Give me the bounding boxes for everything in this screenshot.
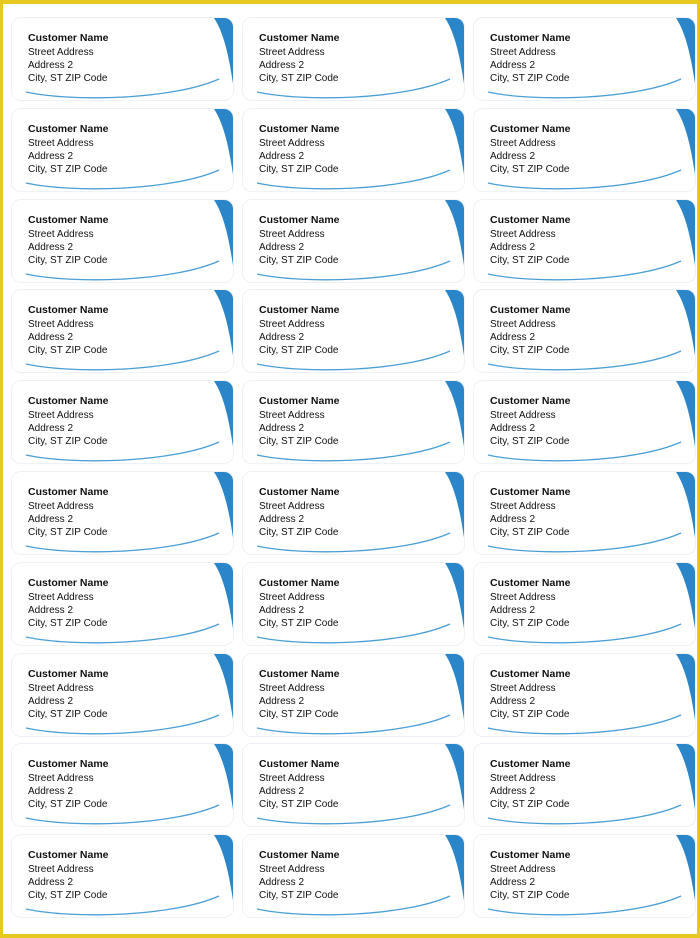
street-address: Street Address xyxy=(490,592,556,603)
city-state-zip: City, ST ZIP Code xyxy=(490,73,570,84)
label-address-block xyxy=(28,395,109,448)
corner-swoosh-icon xyxy=(214,290,234,370)
city-state-zip: City, ST ZIP Code xyxy=(259,436,339,447)
customer-name: Customer Name xyxy=(28,214,109,226)
address-line-2: Address 2 xyxy=(28,514,74,525)
label-address-block xyxy=(490,304,571,357)
street-address: Street Address xyxy=(490,47,556,58)
label-address-block xyxy=(490,668,571,721)
customer-name: Customer Name xyxy=(490,577,571,589)
corner-swoosh-icon xyxy=(676,200,696,280)
corner-swoosh-icon xyxy=(445,654,465,734)
city-state-zip: City, ST ZIP Code xyxy=(28,527,108,538)
address-line-2: Address 2 xyxy=(490,332,536,343)
street-address: Street Address xyxy=(490,501,556,512)
label-address-block xyxy=(490,32,571,85)
address-line-2: Address 2 xyxy=(28,877,74,888)
city-state-zip: City, ST ZIP Code xyxy=(259,164,339,175)
customer-name: Customer Name xyxy=(490,32,571,44)
customer-name: Customer Name xyxy=(259,668,340,680)
label-address-block xyxy=(259,123,340,176)
label-address-block xyxy=(28,32,109,85)
label-address-block xyxy=(28,758,109,811)
address-label xyxy=(11,17,234,101)
corner-swoosh-icon xyxy=(445,381,465,461)
city-state-zip: City, ST ZIP Code xyxy=(490,255,570,266)
customer-name: Customer Name xyxy=(28,486,109,498)
city-state-zip: City, ST ZIP Code xyxy=(28,436,108,447)
address-line-2: Address 2 xyxy=(490,877,536,888)
customer-name: Customer Name xyxy=(490,758,571,770)
street-address: Street Address xyxy=(259,501,325,512)
customer-name: Customer Name xyxy=(28,32,109,44)
customer-name: Customer Name xyxy=(28,849,109,861)
address-label xyxy=(473,743,696,827)
city-state-zip: City, ST ZIP Code xyxy=(259,255,339,266)
customer-name: Customer Name xyxy=(259,123,340,135)
customer-name: Customer Name xyxy=(28,668,109,680)
street-address: Street Address xyxy=(28,592,94,603)
label-address-block xyxy=(28,214,109,267)
customer-name: Customer Name xyxy=(490,395,571,407)
corner-swoosh-icon xyxy=(214,563,234,643)
city-state-zip: City, ST ZIP Code xyxy=(259,799,339,810)
city-state-zip: City, ST ZIP Code xyxy=(28,164,108,175)
customer-name: Customer Name xyxy=(259,577,340,589)
corner-swoosh-icon xyxy=(214,472,234,552)
street-address: Street Address xyxy=(259,229,325,240)
address-line-2: Address 2 xyxy=(259,423,305,434)
customer-name: Customer Name xyxy=(490,214,571,226)
address-label xyxy=(242,380,465,464)
label-address-block xyxy=(259,849,340,902)
address-label xyxy=(473,653,696,737)
city-state-zip: City, ST ZIP Code xyxy=(259,345,339,356)
corner-swoosh-icon xyxy=(445,563,465,643)
address-line-2: Address 2 xyxy=(490,514,536,525)
street-address: Street Address xyxy=(259,47,325,58)
address-label xyxy=(11,743,234,827)
address-line-2: Address 2 xyxy=(490,151,536,162)
customer-name: Customer Name xyxy=(28,123,109,135)
corner-swoosh-icon xyxy=(676,109,696,189)
label-address-block xyxy=(259,577,340,630)
street-address: Street Address xyxy=(259,864,325,875)
address-line-2: Address 2 xyxy=(259,696,305,707)
label-address-block xyxy=(259,304,340,357)
customer-name: Customer Name xyxy=(490,123,571,135)
city-state-zip: City, ST ZIP Code xyxy=(28,890,108,901)
street-address: Street Address xyxy=(259,138,325,149)
address-label xyxy=(11,834,234,918)
street-address: Street Address xyxy=(490,229,556,240)
street-address: Street Address xyxy=(490,773,556,784)
corner-swoosh-icon xyxy=(445,18,465,98)
address-label xyxy=(473,199,696,283)
street-address: Street Address xyxy=(28,773,94,784)
street-address: Street Address xyxy=(28,410,94,421)
corner-swoosh-icon xyxy=(676,835,696,915)
street-address: Street Address xyxy=(28,864,94,875)
label-address-block xyxy=(259,486,340,539)
corner-swoosh-icon xyxy=(445,744,465,824)
street-address: Street Address xyxy=(28,138,94,149)
label-address-block xyxy=(490,395,571,448)
customer-name: Customer Name xyxy=(259,486,340,498)
address-label xyxy=(242,743,465,827)
address-line-2: Address 2 xyxy=(490,423,536,434)
label-address-block xyxy=(259,395,340,448)
city-state-zip: City, ST ZIP Code xyxy=(490,527,570,538)
address-label xyxy=(473,834,696,918)
city-state-zip: City, ST ZIP Code xyxy=(259,890,339,901)
street-address: Street Address xyxy=(28,683,94,694)
city-state-zip: City, ST ZIP Code xyxy=(28,345,108,356)
address-line-2: Address 2 xyxy=(28,696,74,707)
city-state-zip: City, ST ZIP Code xyxy=(490,799,570,810)
address-line-2: Address 2 xyxy=(490,786,536,797)
address-label xyxy=(473,108,696,192)
street-address: Street Address xyxy=(28,319,94,330)
address-label xyxy=(242,199,465,283)
address-line-2: Address 2 xyxy=(490,605,536,616)
customer-name: Customer Name xyxy=(259,214,340,226)
corner-swoosh-icon xyxy=(676,18,696,98)
city-state-zip: City, ST ZIP Code xyxy=(28,73,108,84)
address-label xyxy=(242,17,465,101)
corner-swoosh-icon xyxy=(445,290,465,370)
address-label xyxy=(473,562,696,646)
city-state-zip: City, ST ZIP Code xyxy=(490,618,570,629)
customer-name: Customer Name xyxy=(490,849,571,861)
address-label xyxy=(11,380,234,464)
city-state-zip: City, ST ZIP Code xyxy=(490,436,570,447)
label-address-block xyxy=(490,123,571,176)
address-label xyxy=(242,653,465,737)
street-address: Street Address xyxy=(259,683,325,694)
street-address: Street Address xyxy=(259,592,325,603)
corner-swoosh-icon xyxy=(676,744,696,824)
city-state-zip: City, ST ZIP Code xyxy=(28,709,108,720)
customer-name: Customer Name xyxy=(490,668,571,680)
customer-name: Customer Name xyxy=(259,32,340,44)
address-line-2: Address 2 xyxy=(28,423,74,434)
address-label xyxy=(242,562,465,646)
street-address: Street Address xyxy=(28,229,94,240)
corner-swoosh-icon xyxy=(445,200,465,280)
address-line-2: Address 2 xyxy=(259,242,305,253)
customer-name: Customer Name xyxy=(259,849,340,861)
address-label xyxy=(242,108,465,192)
customer-name: Customer Name xyxy=(259,304,340,316)
address-line-2: Address 2 xyxy=(28,60,74,71)
customer-name: Customer Name xyxy=(28,304,109,316)
address-line-2: Address 2 xyxy=(28,786,74,797)
address-label xyxy=(11,199,234,283)
address-label xyxy=(11,471,234,555)
address-line-2: Address 2 xyxy=(259,605,305,616)
address-line-2: Address 2 xyxy=(259,60,305,71)
city-state-zip: City, ST ZIP Code xyxy=(490,345,570,356)
customer-name: Customer Name xyxy=(28,577,109,589)
corner-swoosh-icon xyxy=(676,472,696,552)
city-state-zip: City, ST ZIP Code xyxy=(259,527,339,538)
street-address: Street Address xyxy=(490,683,556,694)
label-address-block xyxy=(490,577,571,630)
address-line-2: Address 2 xyxy=(490,242,536,253)
address-label xyxy=(473,289,696,373)
address-label xyxy=(11,653,234,737)
address-line-2: Address 2 xyxy=(28,605,74,616)
label-address-block xyxy=(259,758,340,811)
address-line-2: Address 2 xyxy=(259,332,305,343)
corner-swoosh-icon xyxy=(214,18,234,98)
city-state-zip: City, ST ZIP Code xyxy=(259,73,339,84)
corner-swoosh-icon xyxy=(676,290,696,370)
street-address: Street Address xyxy=(490,319,556,330)
city-state-zip: City, ST ZIP Code xyxy=(259,618,339,629)
address-line-2: Address 2 xyxy=(259,786,305,797)
label-address-block xyxy=(28,123,109,176)
label-address-block xyxy=(259,668,340,721)
label-address-block xyxy=(490,758,571,811)
corner-swoosh-icon xyxy=(214,381,234,461)
street-address: Street Address xyxy=(490,410,556,421)
label-address-block xyxy=(490,486,571,539)
corner-swoosh-icon xyxy=(214,744,234,824)
city-state-zip: City, ST ZIP Code xyxy=(490,709,570,720)
city-state-zip: City, ST ZIP Code xyxy=(490,890,570,901)
city-state-zip: City, ST ZIP Code xyxy=(28,618,108,629)
address-line-2: Address 2 xyxy=(259,151,305,162)
corner-swoosh-icon xyxy=(445,835,465,915)
address-line-2: Address 2 xyxy=(259,877,305,888)
street-address: Street Address xyxy=(259,773,325,784)
label-address-block xyxy=(28,668,109,721)
street-address: Street Address xyxy=(259,319,325,330)
city-state-zip: City, ST ZIP Code xyxy=(490,164,570,175)
customer-name: Customer Name xyxy=(490,304,571,316)
corner-swoosh-icon xyxy=(445,472,465,552)
corner-swoosh-icon xyxy=(676,563,696,643)
city-state-zip: City, ST ZIP Code xyxy=(28,799,108,810)
street-address: Street Address xyxy=(259,410,325,421)
label-address-block xyxy=(28,486,109,539)
corner-swoosh-icon xyxy=(214,835,234,915)
label-address-block xyxy=(490,849,571,902)
address-label xyxy=(11,289,234,373)
street-address: Street Address xyxy=(490,138,556,149)
address-line-2: Address 2 xyxy=(490,60,536,71)
customer-name: Customer Name xyxy=(28,395,109,407)
label-address-block xyxy=(28,849,109,902)
corner-swoosh-icon xyxy=(676,381,696,461)
address-line-2: Address 2 xyxy=(259,514,305,525)
customer-name: Customer Name xyxy=(259,758,340,770)
address-label xyxy=(11,562,234,646)
corner-swoosh-icon xyxy=(445,109,465,189)
address-label xyxy=(242,289,465,373)
street-address: Street Address xyxy=(28,47,94,58)
address-label xyxy=(473,380,696,464)
customer-name: Customer Name xyxy=(28,758,109,770)
address-line-2: Address 2 xyxy=(28,151,74,162)
address-label xyxy=(473,17,696,101)
address-line-2: Address 2 xyxy=(490,696,536,707)
city-state-zip: City, ST ZIP Code xyxy=(28,255,108,266)
address-line-2: Address 2 xyxy=(28,242,74,253)
address-line-2: Address 2 xyxy=(28,332,74,343)
city-state-zip: City, ST ZIP Code xyxy=(259,709,339,720)
label-address-block xyxy=(490,214,571,267)
street-address: Street Address xyxy=(28,501,94,512)
label-address-block xyxy=(28,577,109,630)
label-address-block xyxy=(259,214,340,267)
address-label xyxy=(11,108,234,192)
label-address-block xyxy=(259,32,340,85)
address-label xyxy=(242,471,465,555)
customer-name: Customer Name xyxy=(490,486,571,498)
address-label xyxy=(242,834,465,918)
customer-name: Customer Name xyxy=(259,395,340,407)
corner-swoosh-icon xyxy=(214,109,234,189)
label-sheet xyxy=(3,4,697,934)
corner-swoosh-icon xyxy=(214,200,234,280)
label-address-block xyxy=(28,304,109,357)
corner-swoosh-icon xyxy=(214,654,234,734)
street-address: Street Address xyxy=(490,864,556,875)
corner-swoosh-icon xyxy=(676,654,696,734)
address-label xyxy=(473,471,696,555)
